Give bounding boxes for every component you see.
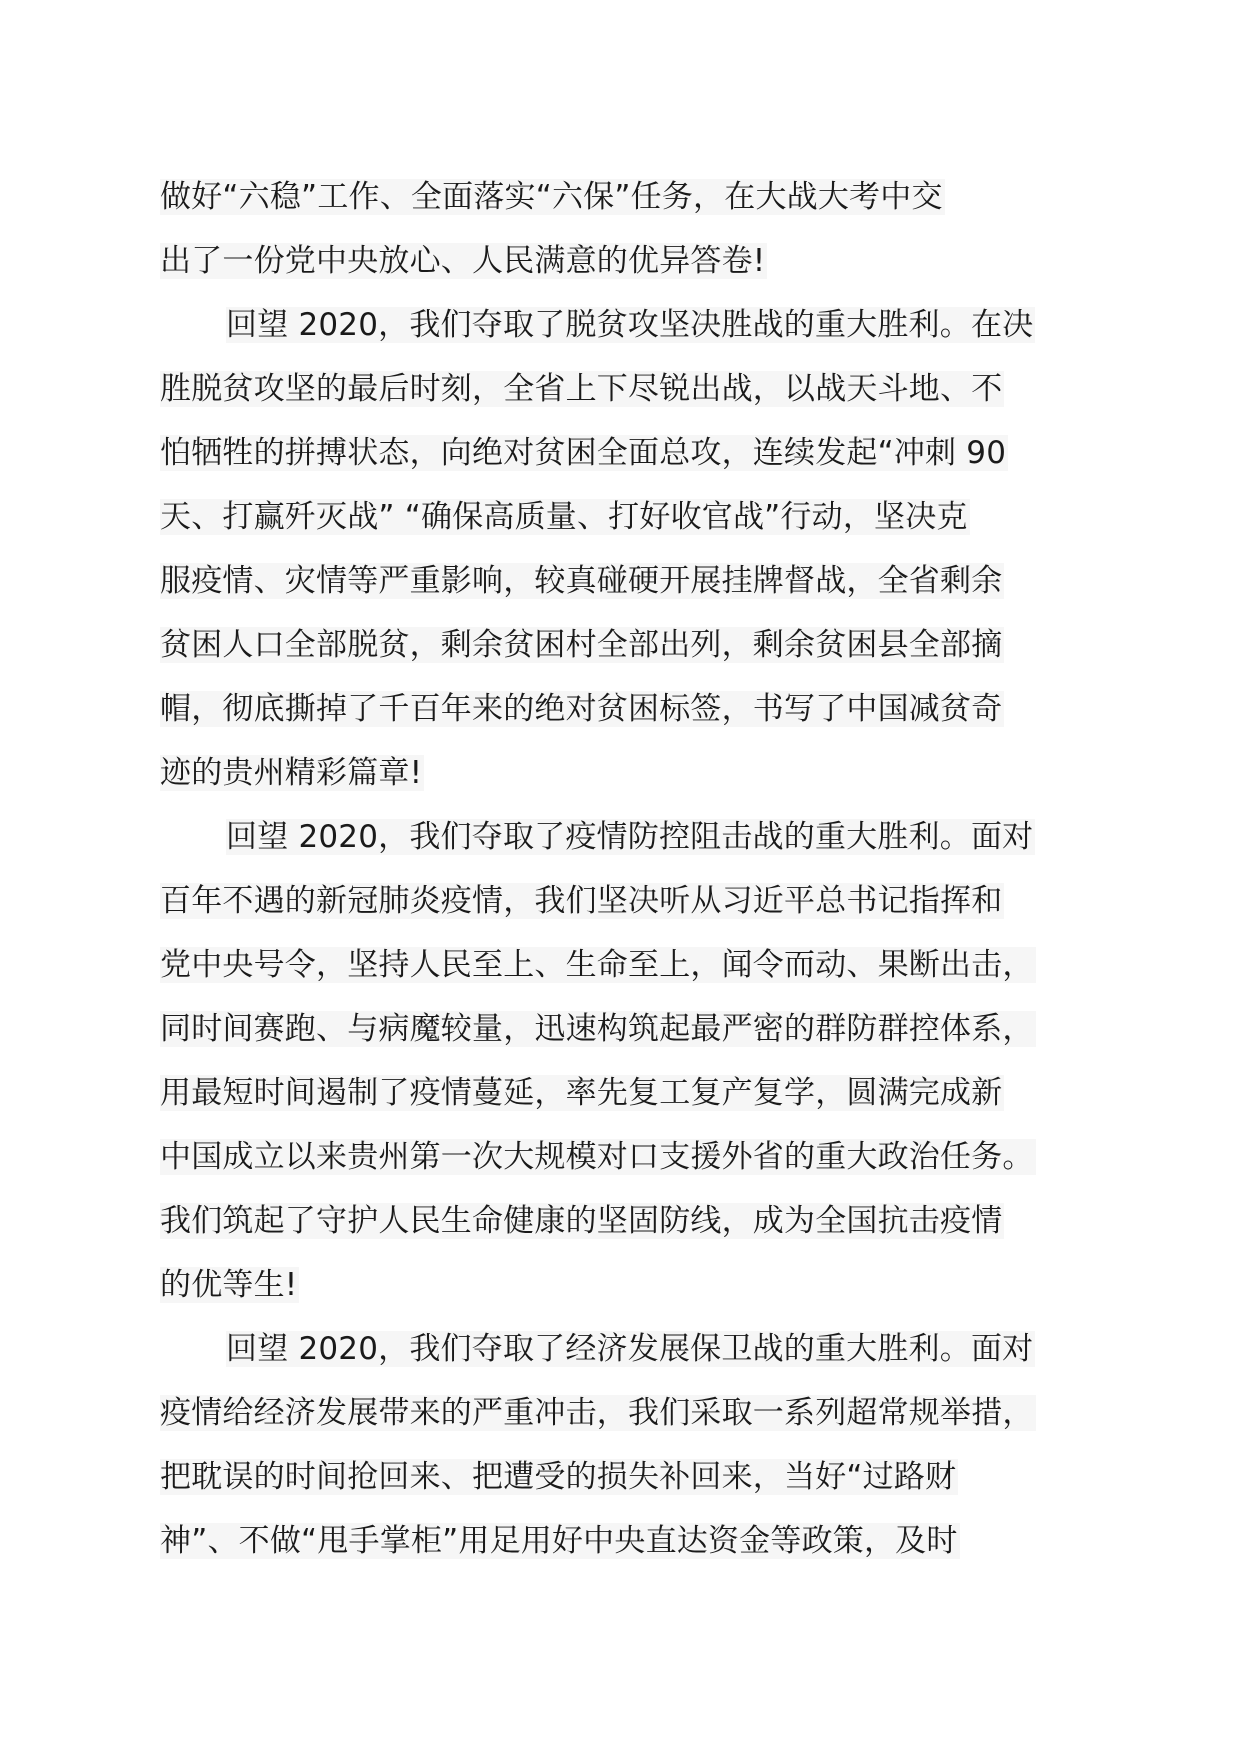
text-line: 把耽误的时间抢回来、把遭受的损失补回来，当好“过路财 xyxy=(160,1459,957,1495)
text-line: 胜脱贫攻坚的最后时刻，全省上下尽锐出战，以战天斗地、不 xyxy=(160,371,1003,407)
text-line: 的优等生! xyxy=(160,1267,298,1303)
text-line: 迹的贵州精彩篇章! xyxy=(160,755,423,791)
paragraph-start-line: 回望 2020，我们夺取了经济发展保卫战的重大胜利。面对 xyxy=(226,1331,1034,1367)
text-line: 用最短时间遏制了疫情蔓延，率先复工复产复学，圆满完成新 xyxy=(160,1075,1003,1111)
text-line: 同时间赛跑、与病魔较量，迅速构筑起最严密的群防群控体系， xyxy=(160,1011,1034,1047)
text-line: 服疫情、灾情等严重影响，较真碰硬开展挂牌督战，全省剩余 xyxy=(160,563,1003,599)
paragraph-start-line: 回望 2020，我们夺取了脱贫攻坚决胜战的重大胜利。在决 xyxy=(226,307,1034,343)
text-line: 党中央号令，坚持人民至上、生命至上，闻令而动、果断出击， xyxy=(160,947,1034,983)
text-line: 百年不遇的新冠肺炎疫情，我们坚决听从习近平总书记指挥和 xyxy=(160,883,1003,919)
text-line: 做好“六稳”工作、全面落实“六保”任务，在大战大考中交 xyxy=(160,179,943,215)
text-line: 出了一份党中央放心、人民满意的优异答卷! xyxy=(160,243,766,279)
text-line: 疫情给经济发展带来的严重冲击，我们采取一系列超常规举措， xyxy=(160,1395,1034,1431)
text-line: 怕牺牲的拼搏状态，向绝对贫困全面总攻，连续发起“冲刺 90 xyxy=(160,435,1007,471)
text-line: 神”、不做“甩手掌柜”用足用好中央直达资金等政策，及时 xyxy=(160,1523,958,1559)
text-line: 天、打赢歼灭战” “确保高质量、打好收官战”行动，坚决克 xyxy=(160,499,968,535)
text-line: 中国成立以来贵州第一次大规模对口支援外省的重大政治任务。 xyxy=(160,1139,1034,1175)
text-line: 我们筑起了守护人民生命健康的坚固防线，成为全国抗击疫情 xyxy=(160,1203,1003,1239)
text-line: 贫困人口全部脱贫，剩余贫困村全部出列，剩余贫困县全部摘 xyxy=(160,627,1003,663)
paragraph-start-line: 回望 2020，我们夺取了疫情防控阻击战的重大胜利。面对 xyxy=(226,819,1034,855)
text-line: 帽，彻底撕掉了千百年来的绝对贫困标签，书写了中国减贫奇 xyxy=(160,691,1003,727)
